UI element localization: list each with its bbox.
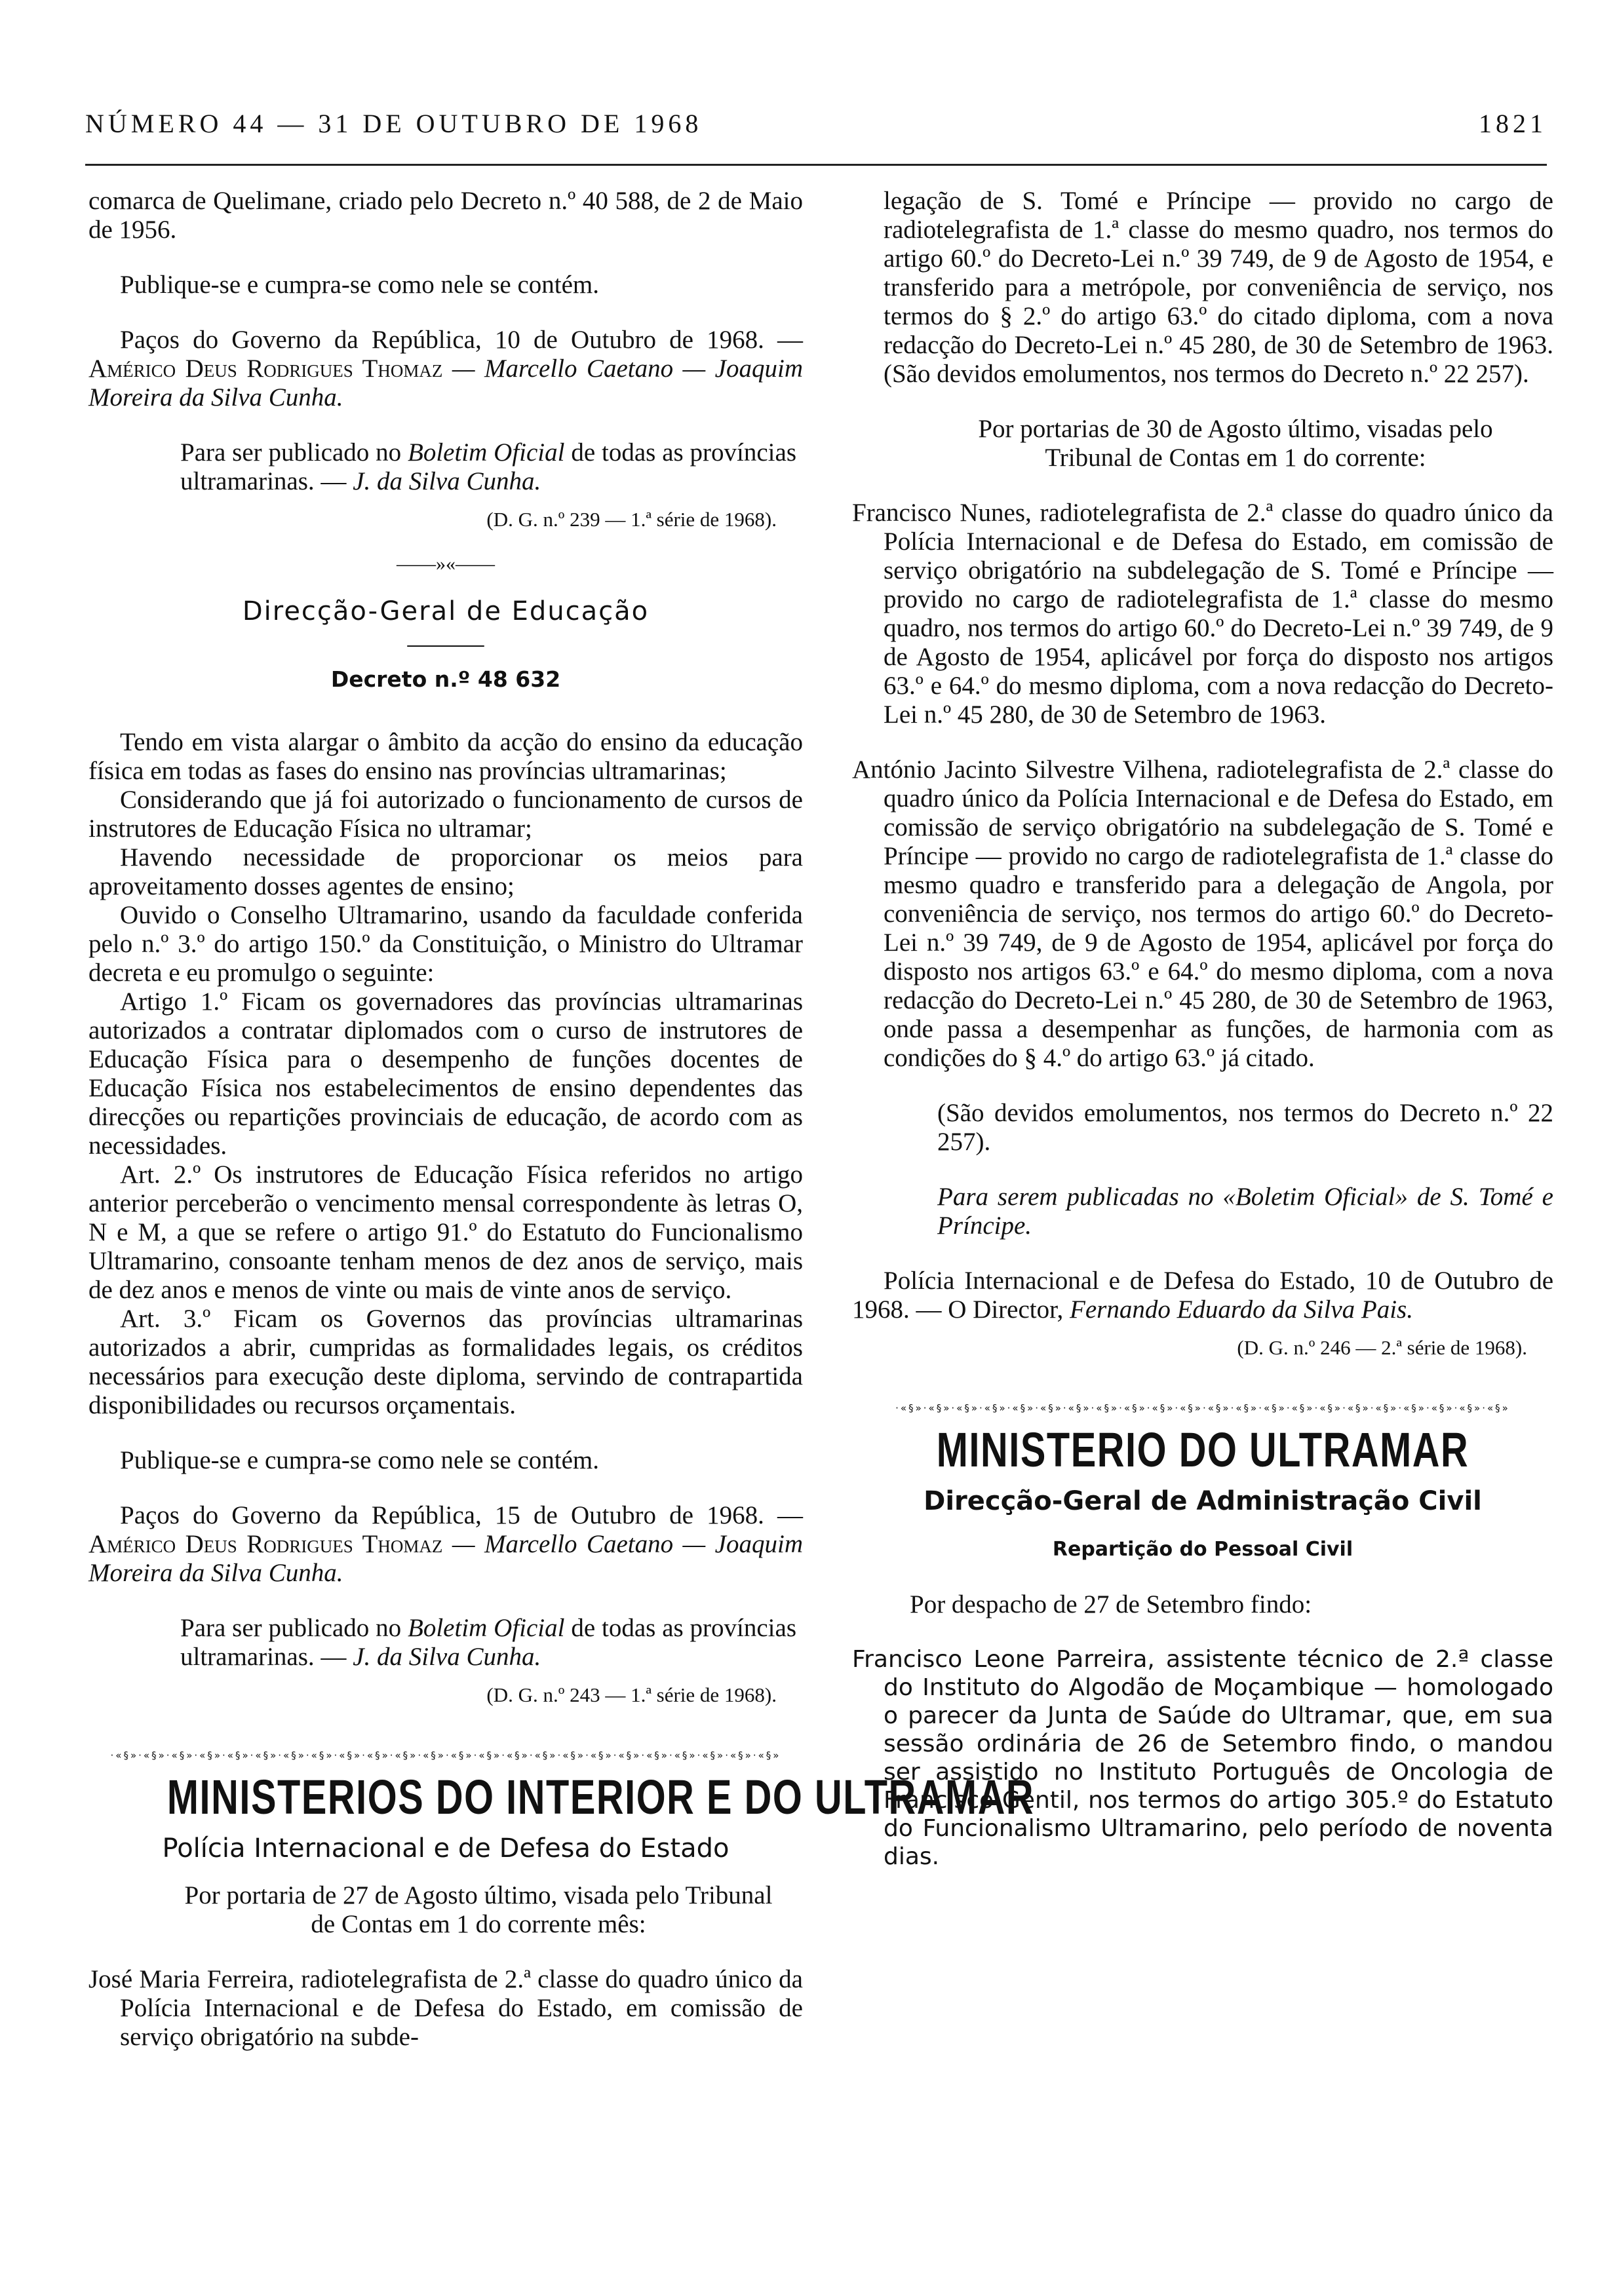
source-citation: (D. G. n.º 243 — 1.ª série de 1968). (486, 1683, 777, 1706)
directorate-title: Direcção-Geral de Administração Civil (924, 1486, 1482, 1516)
director-signature: Polícia Internacional e de Defesa do Estado, 10 de Outubro de 1968. — O Director, Fernando Eduardo da Silva Pais. (852, 1267, 1553, 1324)
dash-divider: ——— (407, 630, 484, 658)
despacho-intro: Por despacho de 27 de Setembro findo: (910, 1590, 1312, 1618)
pacos-paragraph: Paços do Governo da República, 15 de Outubro de 1968. — Américo Deus Rodrigues Thomaz — Marcello Caetano — Joaquim Moreira da Silva Cunha. (88, 1501, 803, 1587)
issue-line: NÚMERO 44 — 31 DE OUTUBRO DE 1968 (85, 109, 703, 138)
right-column (852, 187, 1553, 1871)
left-column (88, 187, 1035, 2052)
pacos-paragraph (88, 326, 803, 412)
opening-paragraph: comarca de Quelimane, criado pelo Decreto n.º 40 588, de 2 de Maio de 1956. (88, 187, 803, 244)
personnel-entry: José Maria Ferreira, radiotelegrafista de 2.ª classe do quadro único da Polícia Internacional e de Defesa do Estado, em comissão de serviço obrigatório na subde- (88, 1965, 803, 2051)
source-citation: (D. G. n.º 239 — 1.ª série de 1968). (486, 508, 777, 531)
personnel-entry: António Jacinto Silvestre Vilhena, radiotelegrafista de 2.ª classe do quadro único da Polícia Internacional e de Defesa do Estado, em comissão de serviço obrigatório na subdelegação de S. Tomé e Príncipe — provido no cargo de radiotelegrafista de 1.ª classe do mesmo quadro e transferido para a delegação de Angola, por conveniência de serviço, nos termos do artigo 60.º do Decreto-Lei n.º 39 749, de 9 de Agosto de 1954, aplicável por força do disposto nos artigos 63.º e 64.º do mesmo diploma, com a nova redacção do Decreto-Lei n.º 45 280, de 30 de Setembro de 1963, onde passa a desempenhar as funções, de harmonia com as condições do § 4.º do artigo 63.º já citado. (852, 756, 1553, 1072)
decree-paragraph: Ouvido o Conselho Ultramarino, usando da faculdade conferida pelo n.º 3.º do artigo 150.º da Constituição, o Ministro do Ultramar decreta e eu promulgo o seguinte: (88, 901, 803, 987)
decree-title: Decreto n.º 48 632 (330, 666, 561, 692)
page-number: 1821 (1479, 109, 1547, 138)
portaria-intro: Por portarias de 30 de Agosto último, visadas pelo Tribunal de Contas em 1 do corrente: (978, 415, 1493, 472)
portaria-intro: Por portaria de 27 de Agosto último, visada pelo Tribunal de Contas em 1 do corrente mês: (184, 1881, 773, 1938)
article-3: Art. 3.º Ficam os Governos das províncias ultramarinas autorizados a abrir, cumpridas as formalidades legais, os créditos necessários para execução deste diploma, servindo de contrapartida disponibilidades ou recursos orçamentais. (88, 1305, 803, 1419)
president-name: Américo Deus Rodrigues Thomaz (88, 354, 443, 383)
publication-note: Para serem publicadas no «Boletim Oficial» de S. Tomé e Príncipe. (937, 1183, 1553, 1240)
subsection-title: Polícia Internacional e de Defesa do Estado (162, 1833, 730, 1864)
emolumentos-note: (São devidos emolumentos, nos termos do Decreto n.º 22 257). (937, 1099, 1553, 1156)
ministers-names: — Marcello Caetano — Joaquim Moreira da Silva Cunha. (88, 354, 803, 411)
publique-line: Publique-se e cumpra-se como nele se contém. (120, 1446, 600, 1474)
continued-entry: legação de S. Tomé e Príncipe — provido no cargo de radiotelegrafista de 1.ª classe do mesmo quadro, nos termos do artigo 60.º do Decreto-Lei n.º 39 749, de 9 de Agosto de 1954, e transferido para a metrópole, por conveniência de serviço, nos termos do § 2.º do artigo 63.º do citado diploma, com a nova redacção do Decreto-Lei n.º 45 280, de 30 de Setembro de 1963. (São devidos emolumentos, nos termos do Decreto n.º 22 257). (884, 187, 1553, 388)
personnel-entry: Francisco Leone Parreira, assistente técnico de 2.ª classe do Instituto do Algodão de Moçambique — homologado o parecer da Junta de Saúde do Ultramar, que, em sua sessão ordinária de 26 de Setembro findo, o mandou ser assistido no Instituto Português de Oncologia de Francisco Gentil, nos termos do artigo 305.º do Estatuto do Funcionalismo Ultramarino, pelo período de noventa dias. (852, 1646, 1553, 1870)
source-citation: (D. G. n.º 246 — 2.ª série de 1968). (1237, 1336, 1527, 1359)
decree-paragraph: Considerando que já foi autorizado o funcionamento de cursos de instrutores de Educação Física no ultramar; (88, 786, 803, 843)
article-1: Artigo 1.º Ficam os governadores das províncias ultramarinas autorizados a contratar diplomados com o curso de instrutores de Educação Física para o desempenho de funções docentes de Educação Física nos estabelecimentos de ensino dependentes das direcções ou repartições provinciais de educação, de acordo com as necessidades. (88, 987, 803, 1160)
publique-line: Publique-se e cumpra-se como nele se contém. (120, 271, 600, 299)
section-title: Direcção-Geral de Educação (242, 596, 650, 626)
boletim-note: Para ser publicado no Boletim Oficial de todas as províncias ultramarinas. — J. da Silva Cunha. (180, 1614, 796, 1671)
header-rule (85, 164, 1547, 166)
separator-ornament: ——»«—— (397, 553, 495, 575)
page-header (85, 108, 1547, 147)
personnel-entry: Francisco Nunes, radiotelegrafista de 2.ª classe do quadro único da Polícia Internacional e de Defesa do Estado, em comissão de serviço obrigatório na subdelegação de S. Tomé e Príncipe — provido no cargo de radiotelegrafista de 1.ª classe do mesmo quadro, nos termos do artigo 60.º do Decreto-Lei n.º 39 749, de 9 de Agosto de 1954, aplicável por força do disposto nos artigos 63.º e 64.º do mesmo diploma, com a nova redacção do Decreto-Lei n.º 45 280, de 30 de Setembro de 1963. (852, 499, 1553, 729)
ornamental-rule: ·«§»·«§»·«§»·«§»·«§»·«§»·«§»·«§»·«§»·«§»·«§»·«§»·«§»·«§»·«§»·«§»·«§»·«§»·«§»·«§»·«§»·«§» (895, 1402, 1510, 1414)
repartition-title: Repartição do Pessoal Civil (1052, 1538, 1353, 1561)
pacos-text: Paços do Governo da República, 10 de Outubro de 1968. — (120, 326, 803, 354)
boletim-note: Para ser publicado no Boletim Oficial de todas as províncias ultramarinas. — J. da Silva Cunha. (180, 438, 796, 495)
decree-paragraph: Tendo em vista alargar o âmbito da acção do ensino da educação física em todas as fases do ensino nas províncias ultramarinas; (88, 728, 803, 785)
article-2: Art. 2.º Os instrutores de Educação Física referidos no artigo anterior perceberão o vencimento mensal correspondente às letras O, N e M, a que se refere o artigo 91.º do Estatuto do Funcionalismo Ultramarino, consoante tenham menos de dez anos de serviço, mais de dez anos e menos de vinte ou mais de vinte anos de serviço. (88, 1160, 803, 1304)
ministry-title: MINISTERIO DO ULTRAMAR (936, 1423, 1469, 1477)
ornamental-rule: ·«§»·«§»·«§»·«§»·«§»·«§»·«§»·«§»·«§»·«§»·«§»·«§»·«§»·«§»·«§»·«§»·«§»·«§»·«§»·«§»·«§»·«§»·«§»·«§» (110, 1750, 781, 1761)
ministry-title: MINISTERIOS DO INTERIOR E DO ULTRAMAR (166, 1770, 1035, 1824)
decree-paragraph: Havendo necessidade de proporcionar os meios para aproveitamento dosses agentes de ensino; (88, 843, 803, 900)
